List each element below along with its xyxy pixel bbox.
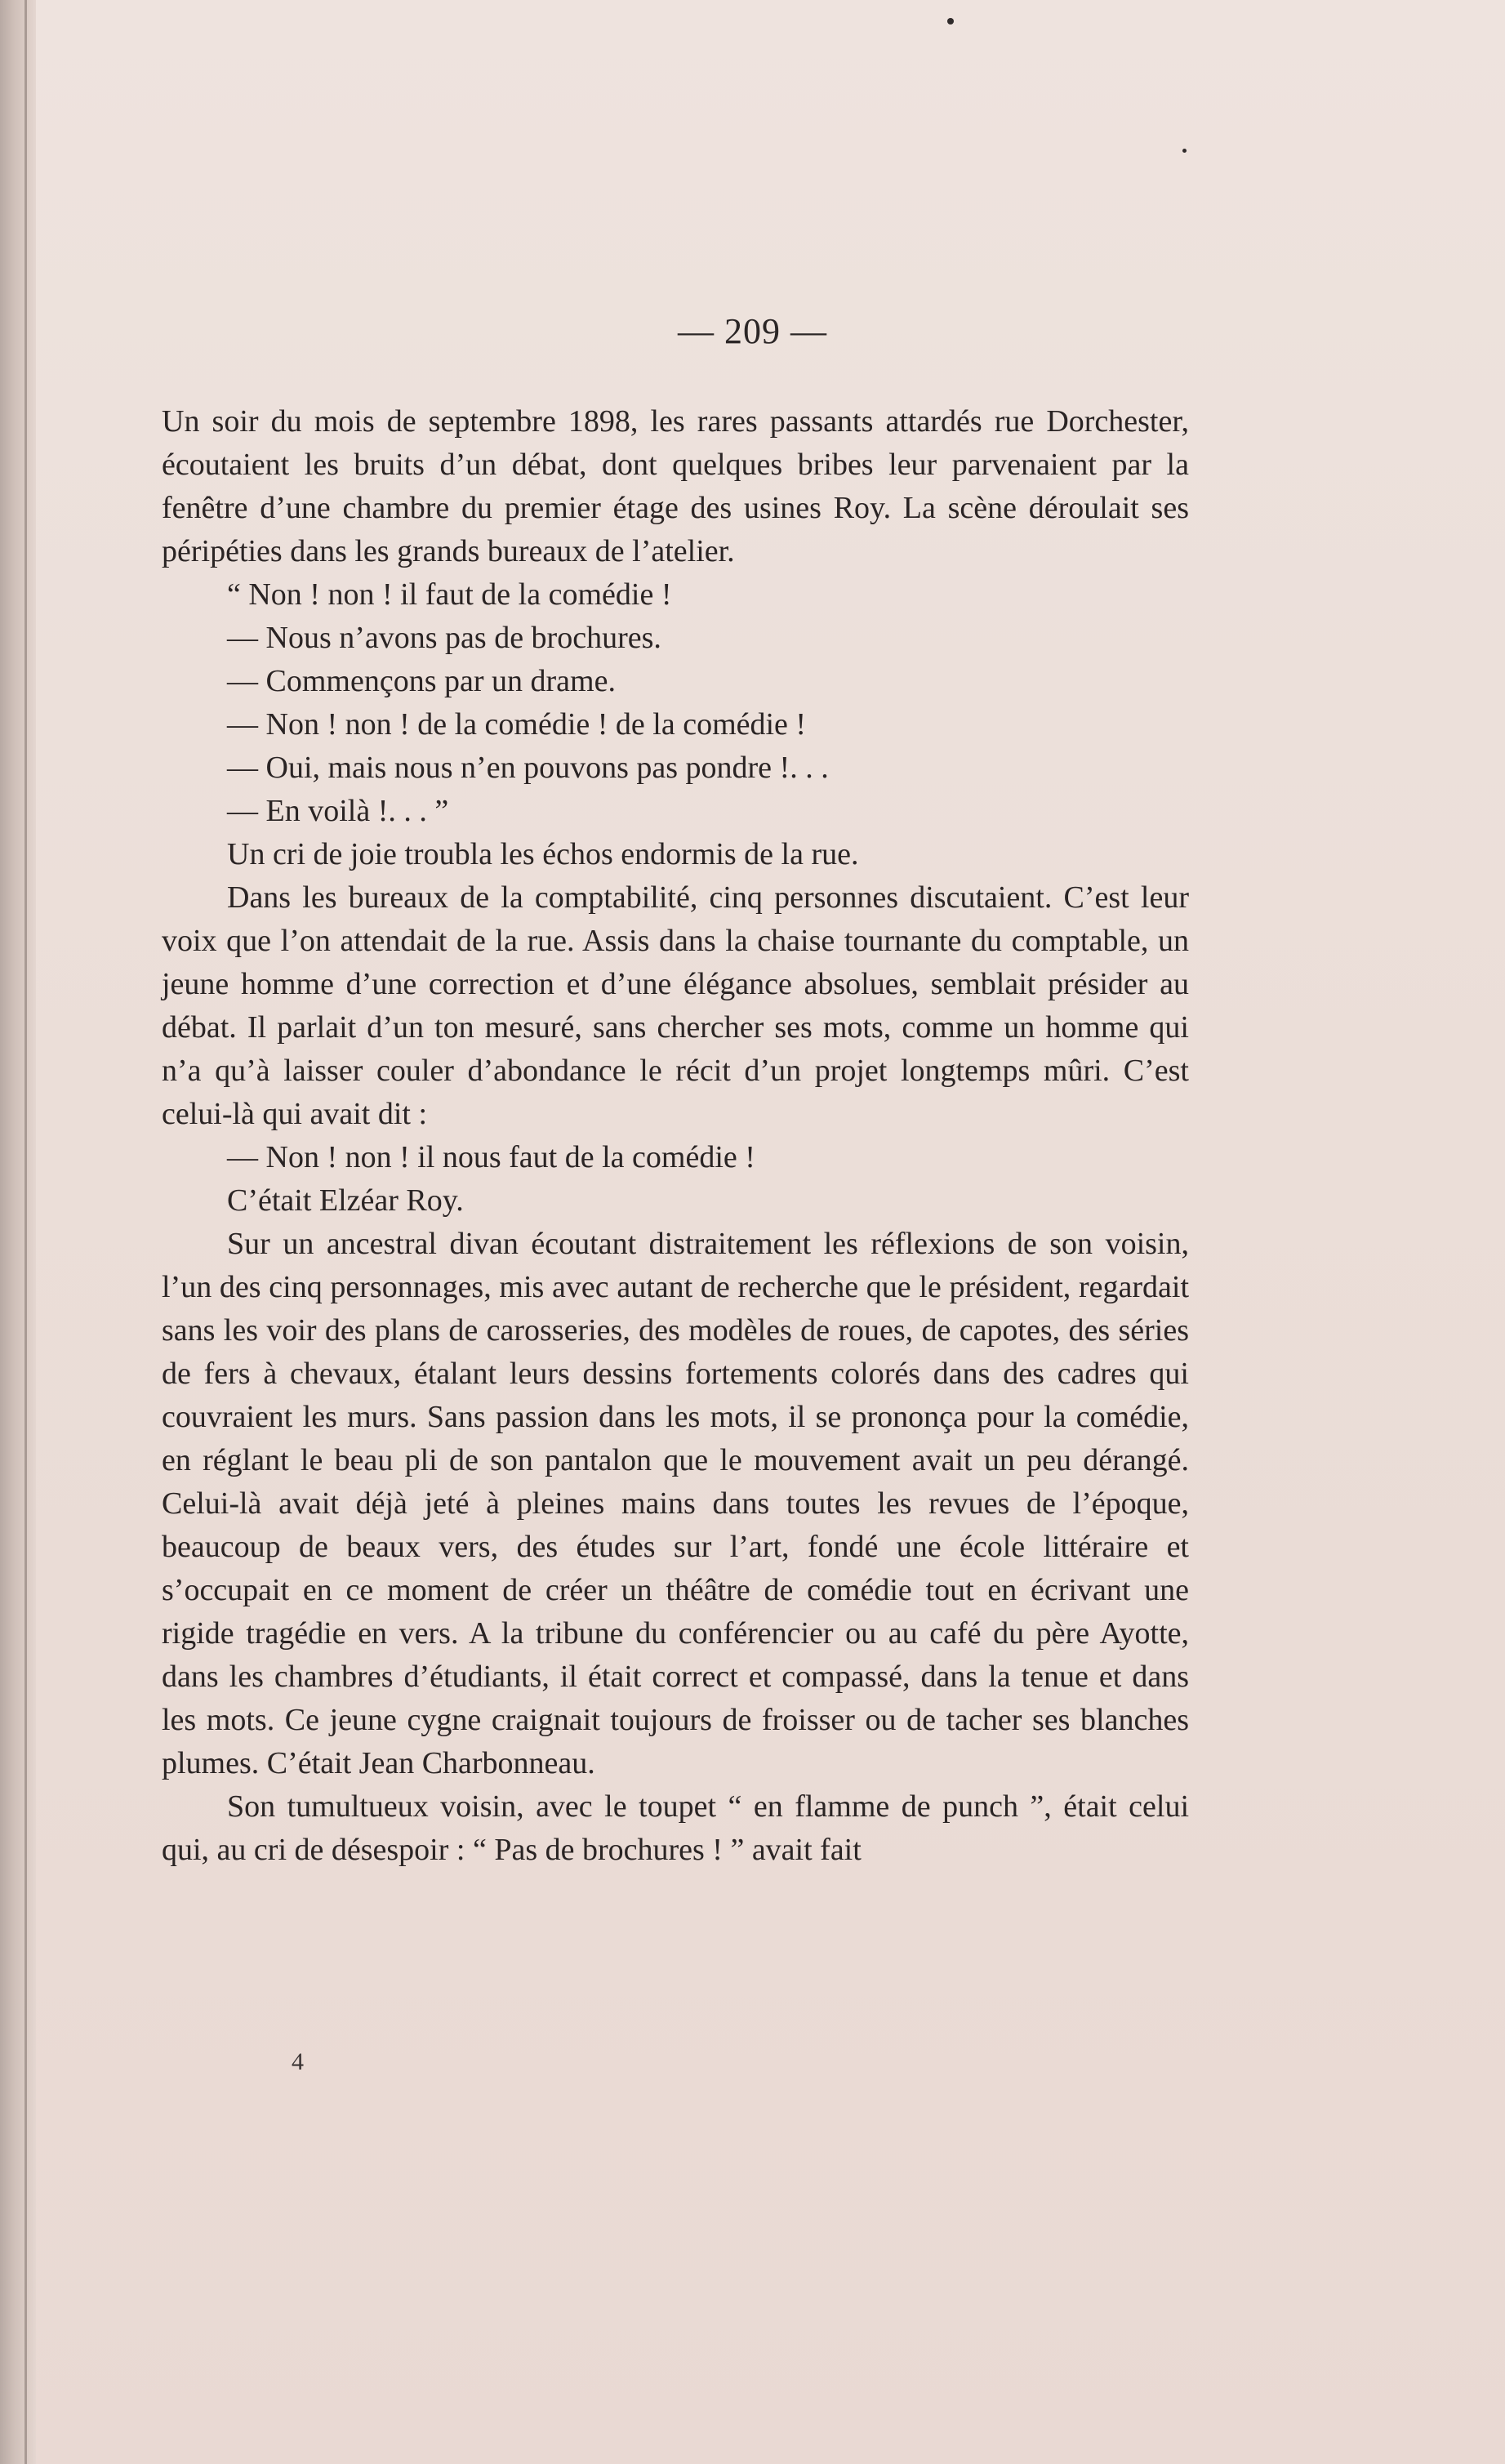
book-binding-edge xyxy=(0,0,36,2464)
dialogue-line: — En voilà !. . . ” xyxy=(227,794,449,828)
page-number: — 209 — xyxy=(678,311,827,351)
dialogue-line: — Nous n’avons pas de brochures. xyxy=(227,621,661,655)
dialogue-line: “ Non ! non ! il faut de la comédie ! xyxy=(227,577,672,612)
paragraph: Un soir du mois de septembre 1898, les rares passants attardés rue Dorchester, écoutaient les bruits d’un débat, dont quelques bribes leur parvenaient par la fenêtre d’une chambre du premier étage des usines Roy. La scène déroulait ses péripéties dans les grands bureaux de l’atelier. xyxy=(162,404,1189,568)
dialogue-line: — Non ! non ! il nous faut de la comédie ! xyxy=(227,1140,755,1174)
dialogue-line: — Commençons par un drame. xyxy=(227,664,616,698)
ink-speck xyxy=(1182,149,1187,153)
paragraph: Dans les bureaux de la comptabilité, cinq personnes discutaient. C’est leur voix que l’on attendait de la rue. Assis dans la chaise tournante du comptable, un jeune homme d’une correction et d’une élégance absolues, semblait présider au débat. Il parlait d’un ton mesuré, sans chercher ses mots, comme un homme qui n’a qu’à laisser couler d’abondance le récit d’un projet longtemps mûri. C’est celui-là qui avait dit : xyxy=(162,880,1189,1131)
paragraph: Son tumultueux voisin, avec le toupet “ en flamme de punch ”, était celui qui, au cri de désespoir : “ Pas de brochures ! ” avait fait xyxy=(162,1789,1189,1867)
paragraph: C’était Elzéar Roy. xyxy=(227,1183,464,1218)
paragraph: Sur un ancestral divan écoutant distraitement les réflexions de son voisin, l’un des cinq personnages, mis avec autant de recherche que le président, regardait sans les voir des plans de carosseries, des modèles de roues, de capotes, des séries de fers à chevaux, étalant leurs dessins fortements colorés dans des cadres qui couvraient les murs. Sans passion dans les mots, il se prononça pour la comédie, en réglant le beau pli de son pantalon que le mouvement avait un peu dérangé. Celui-là avait déjà jeté à pleines mains dans toutes les revues de l’époque, beaucoup de beaux vers, des études sur l’art, fondé une école littéraire et s’occupait en ce moment de créer un théâtre de comédie tout en écrivant une rigide tragédie en vers. A la tribune du conférencier ou au café du père Ayotte, dans les chambres d’étudiants, il était correct et compassé, dans la tenue et dans les mots. Ce jeune cygne craignait toujours de froisser ou de tacher ses blanches plumes. C’était Jean Charbonneau. xyxy=(162,1227,1189,1780)
dialogue-line: — Non ! non ! de la comédie ! de la comédie ! xyxy=(227,707,807,742)
paragraph: Un cri de joie troubla les échos endormis de la rue. xyxy=(227,837,859,871)
dialogue-line: — Oui, mais nous n’en pouvons pas pondre !. . . xyxy=(227,751,829,785)
body-text xyxy=(162,400,1189,1872)
ink-speck xyxy=(947,18,954,25)
signature-mark: 4 xyxy=(292,2048,304,2075)
binding-gutter-line xyxy=(24,0,27,2464)
